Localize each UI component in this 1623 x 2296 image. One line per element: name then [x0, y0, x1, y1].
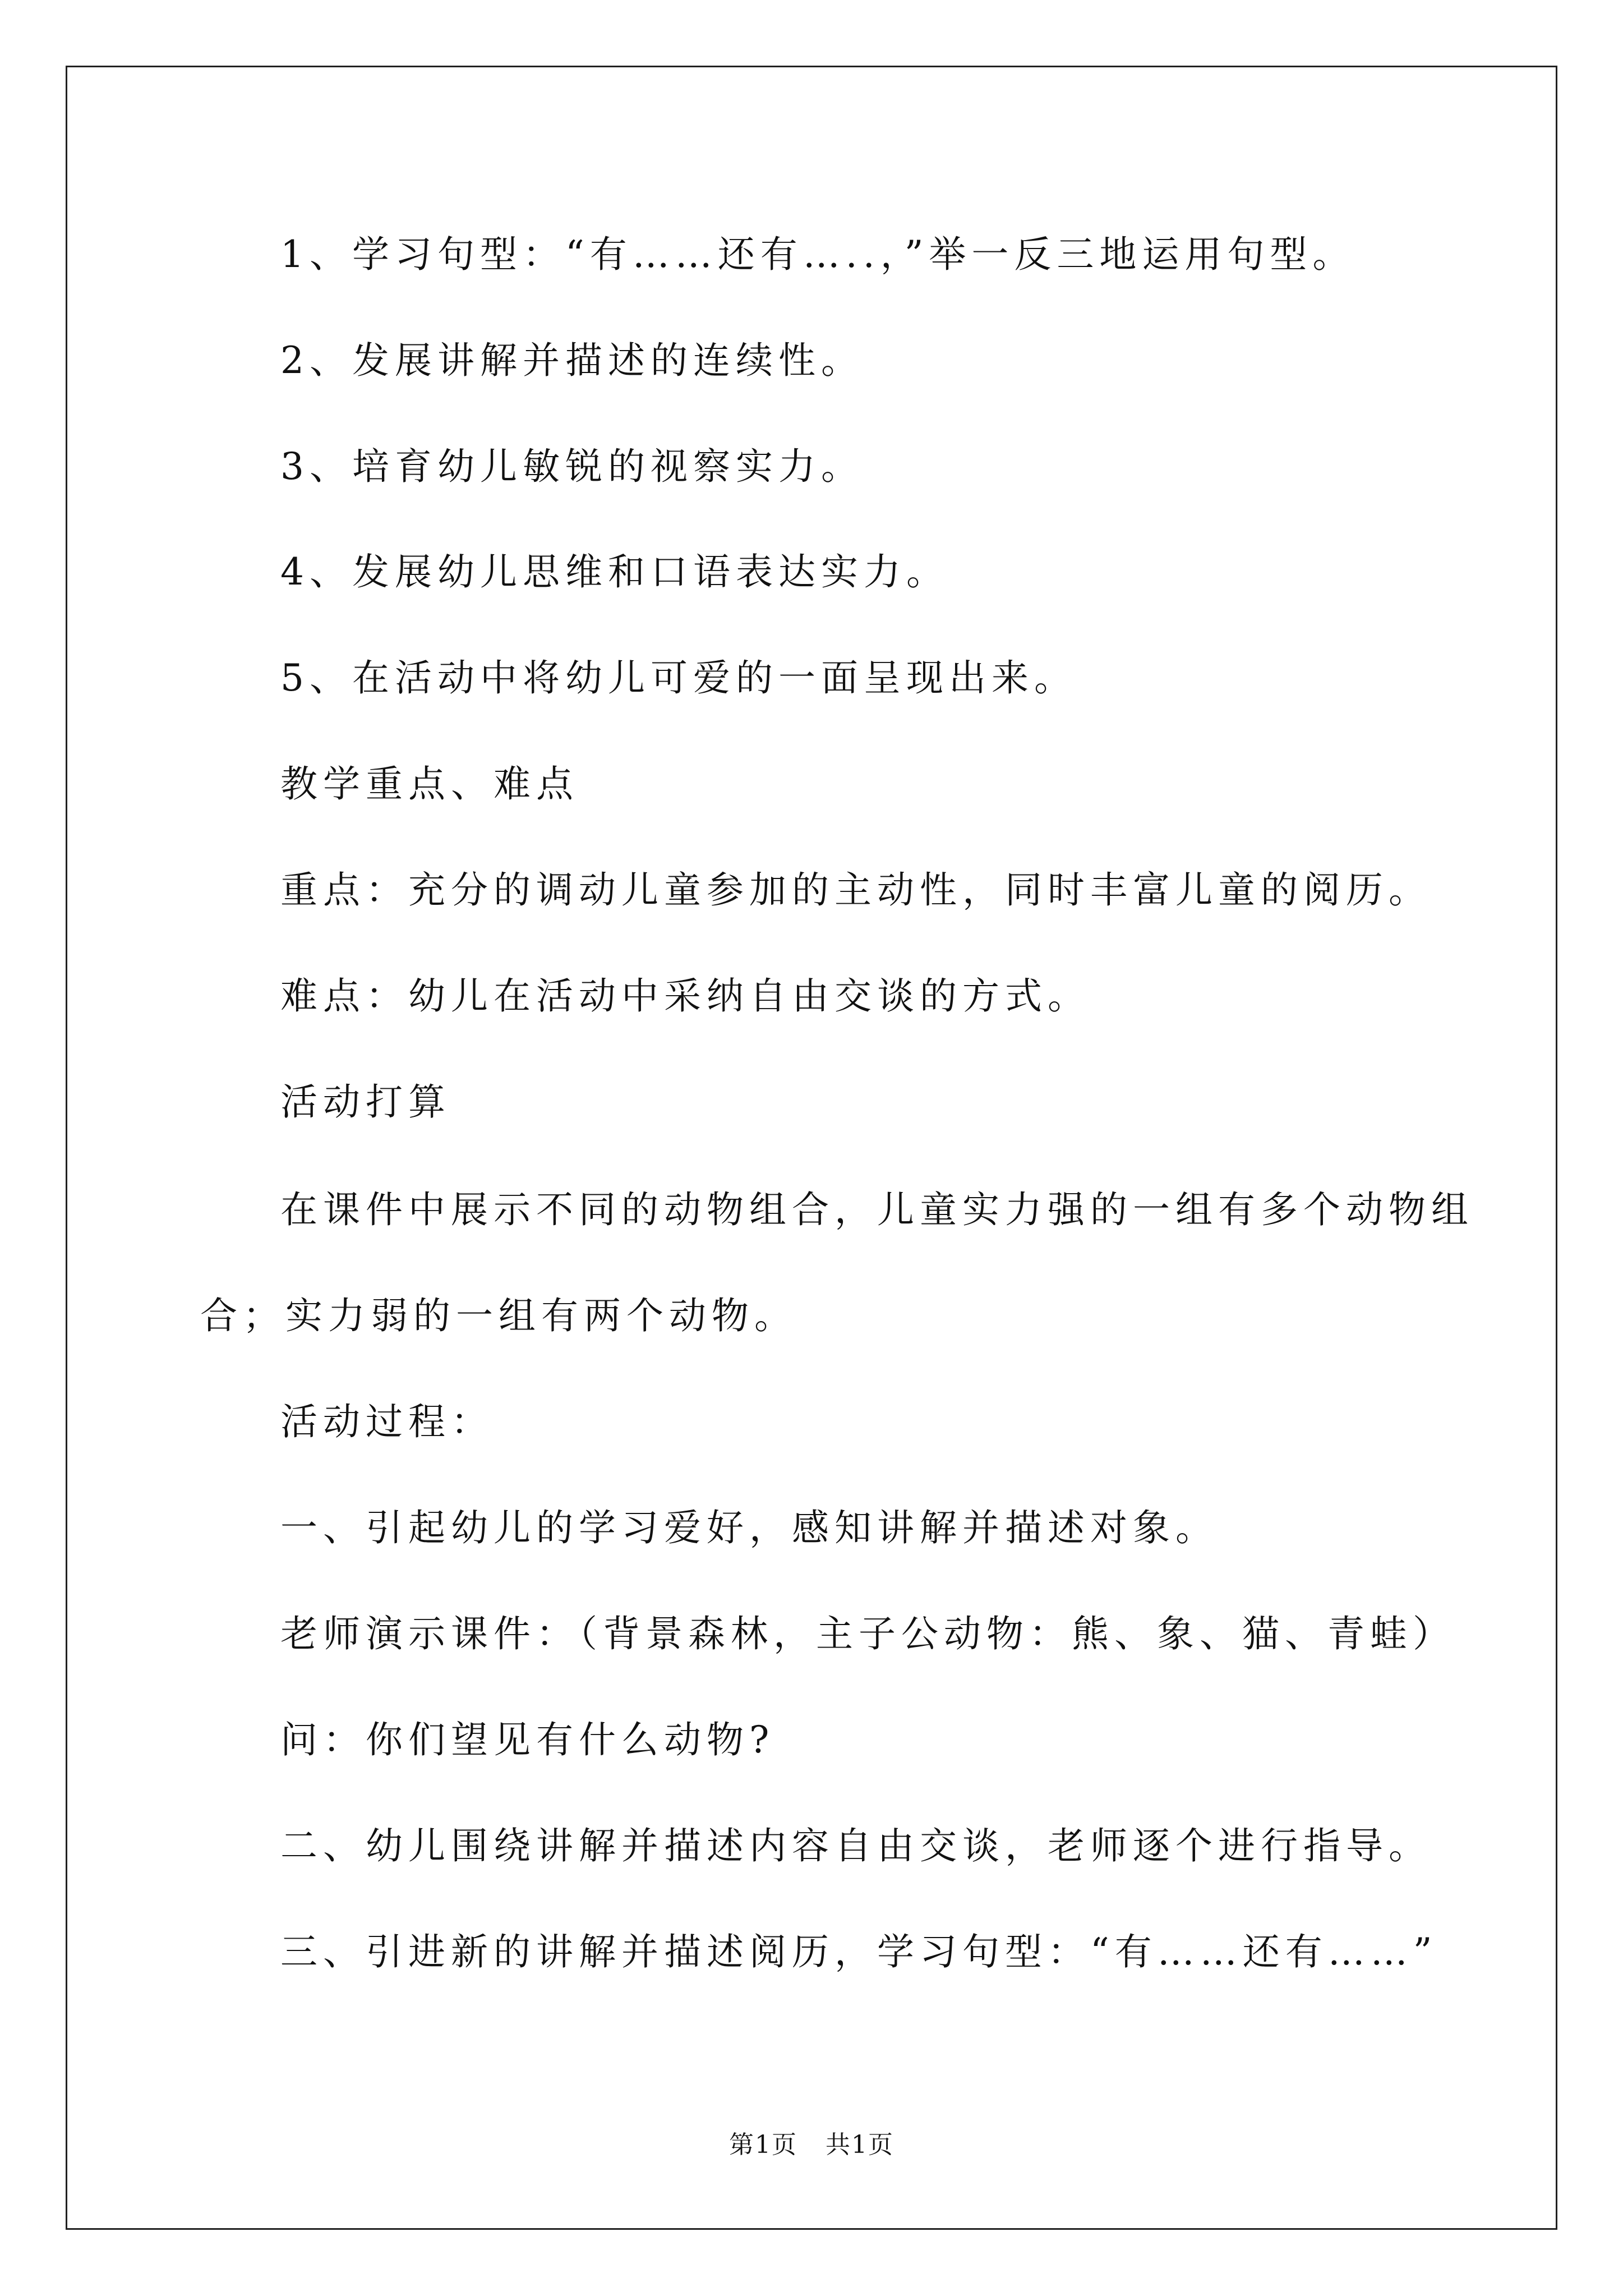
section-heading-key-points: 教学重点、难点: [280, 762, 579, 806]
key-point: 重点：充分的调动儿童参加的主动性，同时丰富儿童的阅历。: [280, 868, 1431, 912]
objective-2: 2、发展讲解并描述的连续性。: [280, 339, 864, 382]
objective-3: 3、培育幼儿敏锐的视察实力。: [280, 445, 864, 488]
section-heading-process: 活动过程：: [280, 1400, 494, 1443]
process-step-1-question: 问：你们望见有什么动物?: [280, 1718, 775, 1761]
section-heading-preparation: 活动打算: [280, 1080, 451, 1124]
page-footer: [0, 2128, 1623, 2162]
process-step-2: 二、幼儿围绕讲解并描述内容自由交谈，老师逐个进行指导。: [280, 1824, 1431, 1867]
preparation-text-line-2: 合；实力弱的一组有两个动物。: [200, 1294, 797, 1337]
objective-4: 4、发展幼儿思维和口语表达实力。: [280, 550, 949, 593]
process-step-3: 三、引进新的讲解并描述阅历，学习句型：“有……还有……”: [280, 1930, 1438, 1973]
objective-1: 1、学习句型：“有……还有…..，”举一反三地运用句型。: [280, 233, 1355, 276]
process-step-1-detail: 老师演示课件：（背景森林，主子公动物：熊、象、猫、青蛙）: [280, 1612, 1455, 1655]
difficult-point: 难点：幼儿在活动中采纳自由交谈的方式。: [280, 974, 1090, 1018]
page-number: 第1页: [729, 2131, 797, 2159]
page-border: [66, 66, 1557, 2230]
preparation-text-line-1: 在课件中展示不同的动物组合，儿童实力强的一组有多个动物组: [280, 1188, 1474, 1231]
objective-5: 5、在活动中将幼儿可爱的一面呈现出来。: [280, 656, 1077, 700]
process-step-1: 一、引起幼儿的学习爱好，感知讲解并描述对象。: [280, 1506, 1218, 1549]
page-total: 共1页: [826, 2131, 894, 2159]
